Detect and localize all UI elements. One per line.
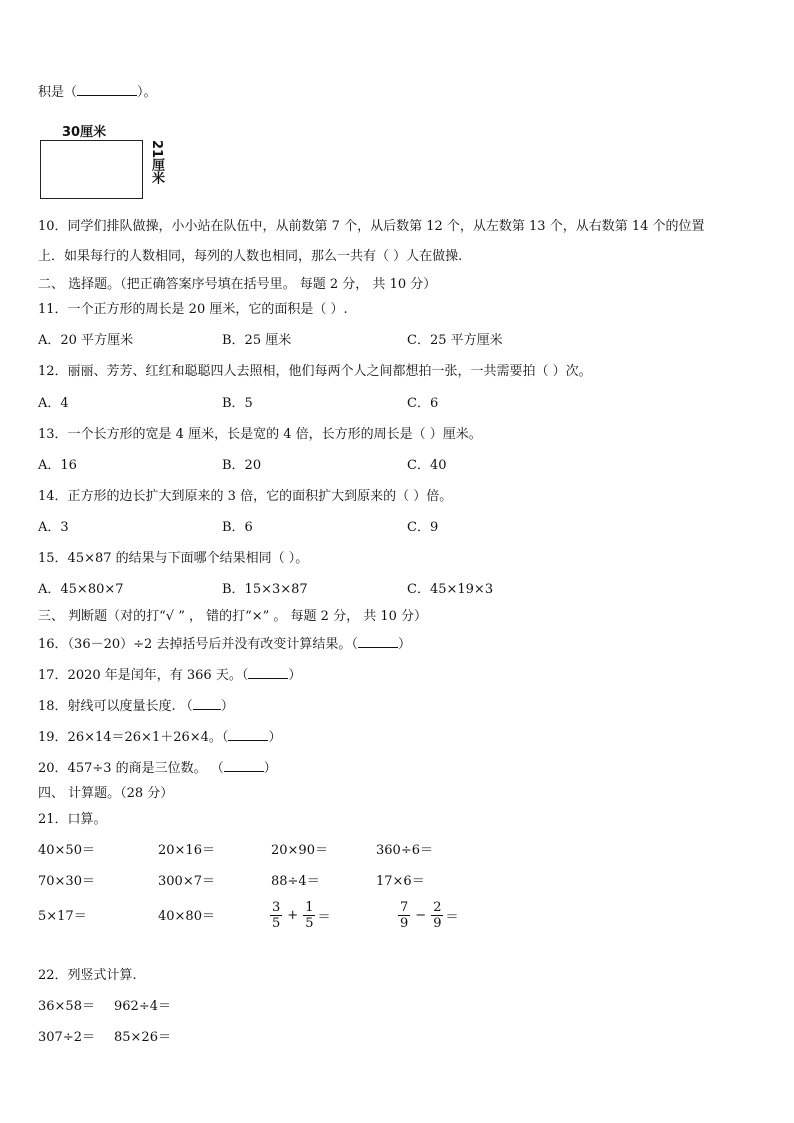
q13-option-c[interactable]: C．40 (407, 458, 447, 473)
q15-option-a[interactable]: A．45×80×7 (38, 582, 124, 597)
fraction-expression-1: 3 5 + $\frac{1}{5}$ ＝ (272, 900, 331, 931)
q21-item: 300×7＝ (158, 874, 215, 889)
figure-width-label: 30厘米 (62, 125, 107, 140)
q11-option-b[interactable]: B．25 厘米 (222, 333, 292, 348)
q15-option-b[interactable]: B．15×3×87 (222, 582, 308, 597)
q12-option-b[interactable]: B．5 (222, 396, 253, 411)
q11-stem: 11．一个正方形的周长是 20 厘米，它的面积是（ ）. (38, 302, 348, 317)
q20: 20．457÷3 的商是三位数。 （ ） (38, 761, 277, 776)
q12-option-a[interactable]: A．4 (38, 396, 69, 411)
q10-line1: 10．同学们排队做操，小小站在队伍中，从前数第 7 个，从后数第 12 个，从左数第 13 个，从右数第 14 个的位置 (38, 219, 705, 234)
fraction: 3 5 (272, 900, 281, 931)
q14-option-c[interactable]: C．9 (407, 520, 439, 535)
q11-option-c[interactable]: C．25 平方厘米 (407, 333, 503, 348)
answer-blank[interactable] (228, 728, 268, 741)
q21-title: 21．口算。 (38, 812, 107, 827)
q21-item: 5×17＝ (38, 909, 87, 924)
q11-option-a[interactable]: A．20 平方厘米 (38, 333, 134, 348)
section-2-heading: 二、 选择题。（把正确答案序号填在括号里。 每题 2 分， 共 10 分） (38, 277, 437, 292)
fraction: 7 9 (400, 900, 409, 931)
fraction: $\frac{2}{9}$ (433, 900, 442, 931)
q9-answer-line: 积是（ ）。 (38, 85, 157, 100)
q15-option-c[interactable]: C．45×19×3 (407, 582, 494, 597)
fraction: $\frac{1}{5}$ (305, 900, 314, 931)
q12-stem: 12．丽丽、芳芳、红红和聪聪四人去照相，他们每两个人之间都想拍一张，一共需要拍（ ）次。 (38, 364, 592, 379)
q15-stem: 15．45×87 的结果与下面哪个结果相同（ ）。 (38, 551, 309, 566)
q19: 19．26×14＝26×1＋26×4。（ ） (38, 730, 282, 745)
section-3-heading: 三、 判断题（对的打“√ ” ， 错的打“×” 。 每题 2 分， 共 10 分） (38, 609, 428, 624)
figure-height-label: 21厘米 (149, 140, 164, 185)
q13-option-a[interactable]: A．16 (38, 458, 77, 473)
q21-item: 20×90＝ (271, 843, 328, 858)
answer-blank[interactable] (77, 83, 137, 96)
rectangle-figure (40, 140, 143, 199)
q21-item: 360÷6＝ (376, 843, 433, 858)
q17: 17．2020 年是闰年，有 366 天。（ ） (38, 668, 302, 683)
q22-item: 36×58＝ (38, 999, 95, 1014)
q14-stem: 14．正方形的边长扩大到原来的 3 倍，它的面积扩大到原来的（ ）倍。 (38, 489, 453, 504)
q21-item: 17×6＝ (376, 874, 425, 889)
q22-title: 22．列竖式计算. (38, 968, 137, 983)
q21-item: 70×30＝ (38, 874, 95, 889)
answer-blank[interactable] (193, 697, 221, 710)
q22-item: 85×26＝ (114, 1030, 171, 1045)
q21-item: 40×50＝ (38, 843, 95, 858)
answer-blank[interactable] (358, 635, 398, 648)
q21-item: 88÷4＝ (271, 874, 320, 889)
q10-line2: 上．如果每行的人数相同，每列的人数也相同，那么一共有（ ）人在做操. (38, 249, 463, 264)
q22-item: 307÷2＝ (38, 1030, 95, 1045)
answer-blank[interactable] (224, 759, 264, 772)
q14-option-b[interactable]: B．6 (222, 520, 253, 535)
answer-blank[interactable] (248, 666, 288, 679)
q21-item: 20×16＝ (158, 843, 215, 858)
section-4-heading: 四、 计算题。（28 分） (38, 786, 174, 801)
q13-option-b[interactable]: B．20 (222, 458, 262, 473)
q16: 16．（36－20）÷2 去掉括号后并没有改变计算结果。（ ） (38, 637, 411, 652)
q21-item: 40×80＝ (158, 909, 215, 924)
q12-option-c[interactable]: C．6 (407, 396, 439, 411)
q14-option-a[interactable]: A．3 (38, 520, 69, 535)
q13-stem: 13．一个长方形的宽是 4 厘米，长是宽的 4 倍，长方形的周长是（ ）厘米。 (38, 427, 482, 442)
q22-item: 962÷4＝ (114, 999, 171, 1014)
q18: 18．射线可以度量长度. （ ） (38, 699, 234, 714)
fraction-expression-2: 7 9 − $\frac{2}{9}$ ＝ (400, 900, 459, 931)
